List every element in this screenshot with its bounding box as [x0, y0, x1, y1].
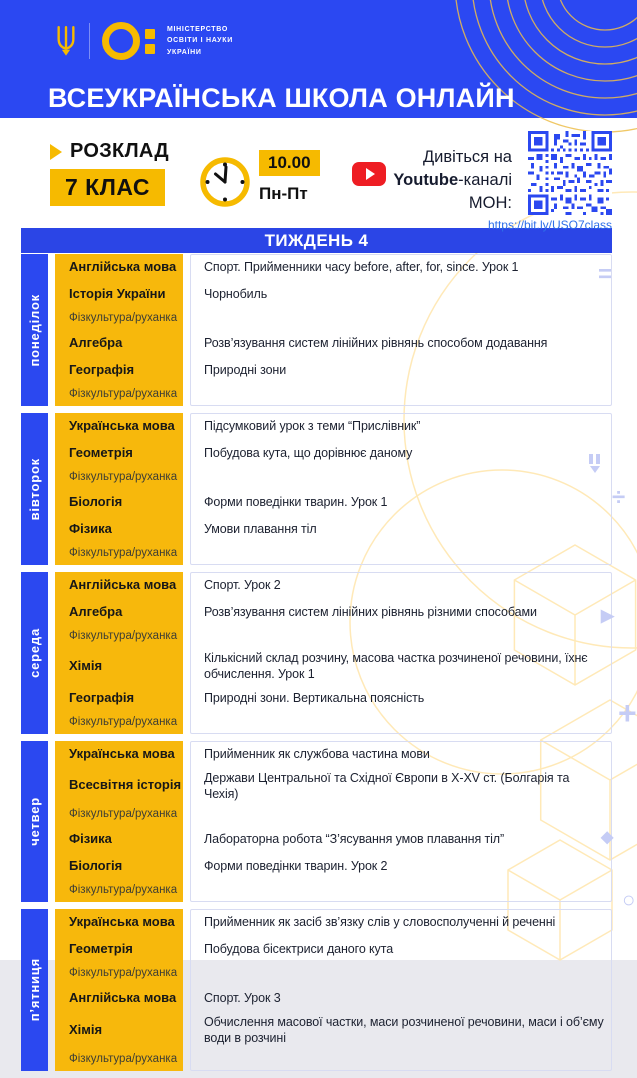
day-block-friday	[21, 909, 612, 1071]
header-banner	[0, 0, 637, 118]
lesson-cell: Побудова кута, що дорівнює даному	[204, 446, 413, 461]
subject-cell: Історія України	[55, 281, 183, 308]
lesson-cell: Форми поведінки тварин. Урок 2	[204, 859, 388, 874]
plus-icon: +	[618, 695, 637, 731]
lesson-cell	[190, 880, 612, 902]
subject-cell: Англійська мова	[55, 985, 183, 1012]
lesson-cell: Кількісний склад розчину, масова частка розчиненої речовини, їхнє обчислення. Урок 1	[204, 651, 588, 682]
subject-cell: Алгебра	[55, 599, 183, 626]
mon-brand-block	[55, 22, 233, 60]
lesson-cell: Природні зони	[204, 363, 287, 378]
subject-cell: Фізкультура/руханка	[55, 880, 183, 902]
day-block-wednesday	[21, 572, 615, 734]
lesson-cell: Спорт. Урок 2	[204, 578, 281, 593]
day-label: четвер	[21, 741, 48, 903]
subject-cell: Фізкультура/руханка	[55, 543, 183, 565]
subject-cell: Фізкультура/руханка	[55, 1049, 183, 1071]
subject-cell: Географія	[55, 685, 183, 712]
weekdays-label: Пн-Пт	[259, 184, 308, 203]
trident-coat-of-arms-icon	[55, 24, 77, 58]
subject-cell: Фізкультура/руханка	[55, 467, 183, 489]
lesson-cell	[190, 543, 612, 565]
day-label: вівторок	[21, 413, 48, 565]
lesson-cell	[190, 1049, 612, 1071]
lesson-cell: Обчислення масової частки, маси розчиненої речовини, маси і об’єму води в розчині	[204, 1015, 604, 1046]
subject-cell: Фізика	[55, 516, 183, 543]
subject-cell: Фізика	[55, 826, 183, 853]
lesson-cell	[190, 963, 612, 985]
schedule-label: РОЗКЛАД	[70, 140, 169, 162]
subject-cell: Хімія	[55, 1012, 183, 1049]
schedule-table	[21, 254, 615, 1078]
lesson-cell: Розв’язування систем лінійних рівнянь різними способами	[204, 605, 537, 620]
lesson-cell: Лабораторна робота “З’ясування умов плавання тіл”	[204, 832, 505, 847]
subject-cell: Хімія	[55, 648, 183, 685]
lesson-cell: Природні зони. Вертикальна поясність	[204, 690, 425, 705]
clock-icon	[198, 155, 252, 209]
lesson-cell: Чорнобиль	[204, 287, 268, 302]
subject-cell: Англійська мова	[55, 572, 183, 599]
subject-cell: Українська мова	[55, 413, 183, 440]
lesson-cell	[190, 712, 612, 734]
lesson-cell: Прийменник як засіб зв’язку слів у словосполученні й реченні	[204, 915, 556, 930]
lesson-cell: Спорт. Урок 3	[204, 991, 281, 1006]
day-label: понеділок	[21, 254, 48, 406]
qr-code	[528, 131, 612, 215]
subject-cell: Геометрія	[55, 440, 183, 467]
lesson-cell	[190, 467, 612, 489]
subject-cell: Геометрія	[55, 936, 183, 963]
subject-cell: Алгебра	[55, 330, 183, 357]
circle-icon: ○	[622, 887, 636, 912]
lesson-cell	[190, 804, 612, 826]
lesson-cell	[190, 626, 612, 648]
week-banner: ТИЖДЕНЬ 4	[21, 228, 612, 253]
class-badge: 7 КЛАС	[50, 169, 165, 206]
lesson-cell	[190, 384, 612, 406]
lesson-cell: Держави Центральної та Східної Європи в X-XV ст. (Болгарія та Чехія)	[204, 770, 570, 801]
subject-cell: Фізкультура/руханка	[55, 712, 183, 734]
subject-cell: Фізкультура/руханка	[55, 963, 183, 985]
subject-cell: Географія	[55, 357, 183, 384]
day-label: п’ятниця	[21, 909, 48, 1071]
youtube-caption: Дивіться на Youtube-каналі МОН:	[393, 148, 512, 212]
subject-cell: Українська мова	[55, 741, 183, 768]
day-label: середа	[21, 572, 48, 734]
lesson-cell: Форми поведінки тварин. Урок 1	[204, 495, 388, 510]
page-title: ВСЕУКРАЇНСЬКА ШКОЛА ОНЛАЙН	[48, 83, 515, 113]
youtube-channel-link[interactable]: https://bit.ly/USO7class	[487, 218, 612, 232]
subject-cell: Англійська мова	[55, 254, 183, 281]
lesson-cell: Умови плавання тіл	[204, 522, 317, 537]
brand-divider	[89, 23, 90, 59]
equals-icon: =	[598, 261, 613, 288]
subject-cell: Фізкультура/руханка	[55, 384, 183, 406]
lesson-cell: Спорт. Прийменники часу before, after, for, since. Урок 1	[204, 260, 519, 275]
play-icon: ▶	[601, 606, 615, 625]
day-block-thursday	[21, 741, 612, 903]
day-block-monday	[21, 254, 612, 406]
ministry-name: МІНІСТЕРСТВО ОСВІТИ І НАУКИ УКРАЇНИ	[167, 26, 233, 56]
subject-cell: Фізкультура/руханка	[55, 308, 183, 330]
day-block-tuesday	[21, 413, 612, 565]
diamond-icon: ◆	[601, 829, 614, 846]
lesson-cell: Підсумковий урок з теми “Прислівник”	[204, 419, 421, 434]
lesson-cell	[190, 308, 612, 330]
lesson-cell: Побудова бісектриси даного кута	[204, 942, 394, 957]
subject-cell: Всесвітня історія	[55, 768, 183, 805]
time-badge: 10.00	[259, 150, 320, 176]
subject-cell: Фізкультура/руханка	[55, 626, 183, 648]
subject-cell: Біологія	[55, 489, 183, 516]
schedule-arrow-icon	[50, 144, 62, 160]
divide-icon: ÷	[612, 484, 626, 511]
subject-cell: Фізкультура/руханка	[55, 804, 183, 826]
mon-logo-icon	[102, 22, 155, 60]
subject-cell: Біологія	[55, 853, 183, 880]
lesson-cell: Прийменник як службова частина мови	[204, 746, 430, 761]
lesson-cell: Розв’язування систем лінійних рівнянь способом додавання	[204, 336, 548, 351]
subject-cell: Українська мова	[55, 909, 183, 936]
